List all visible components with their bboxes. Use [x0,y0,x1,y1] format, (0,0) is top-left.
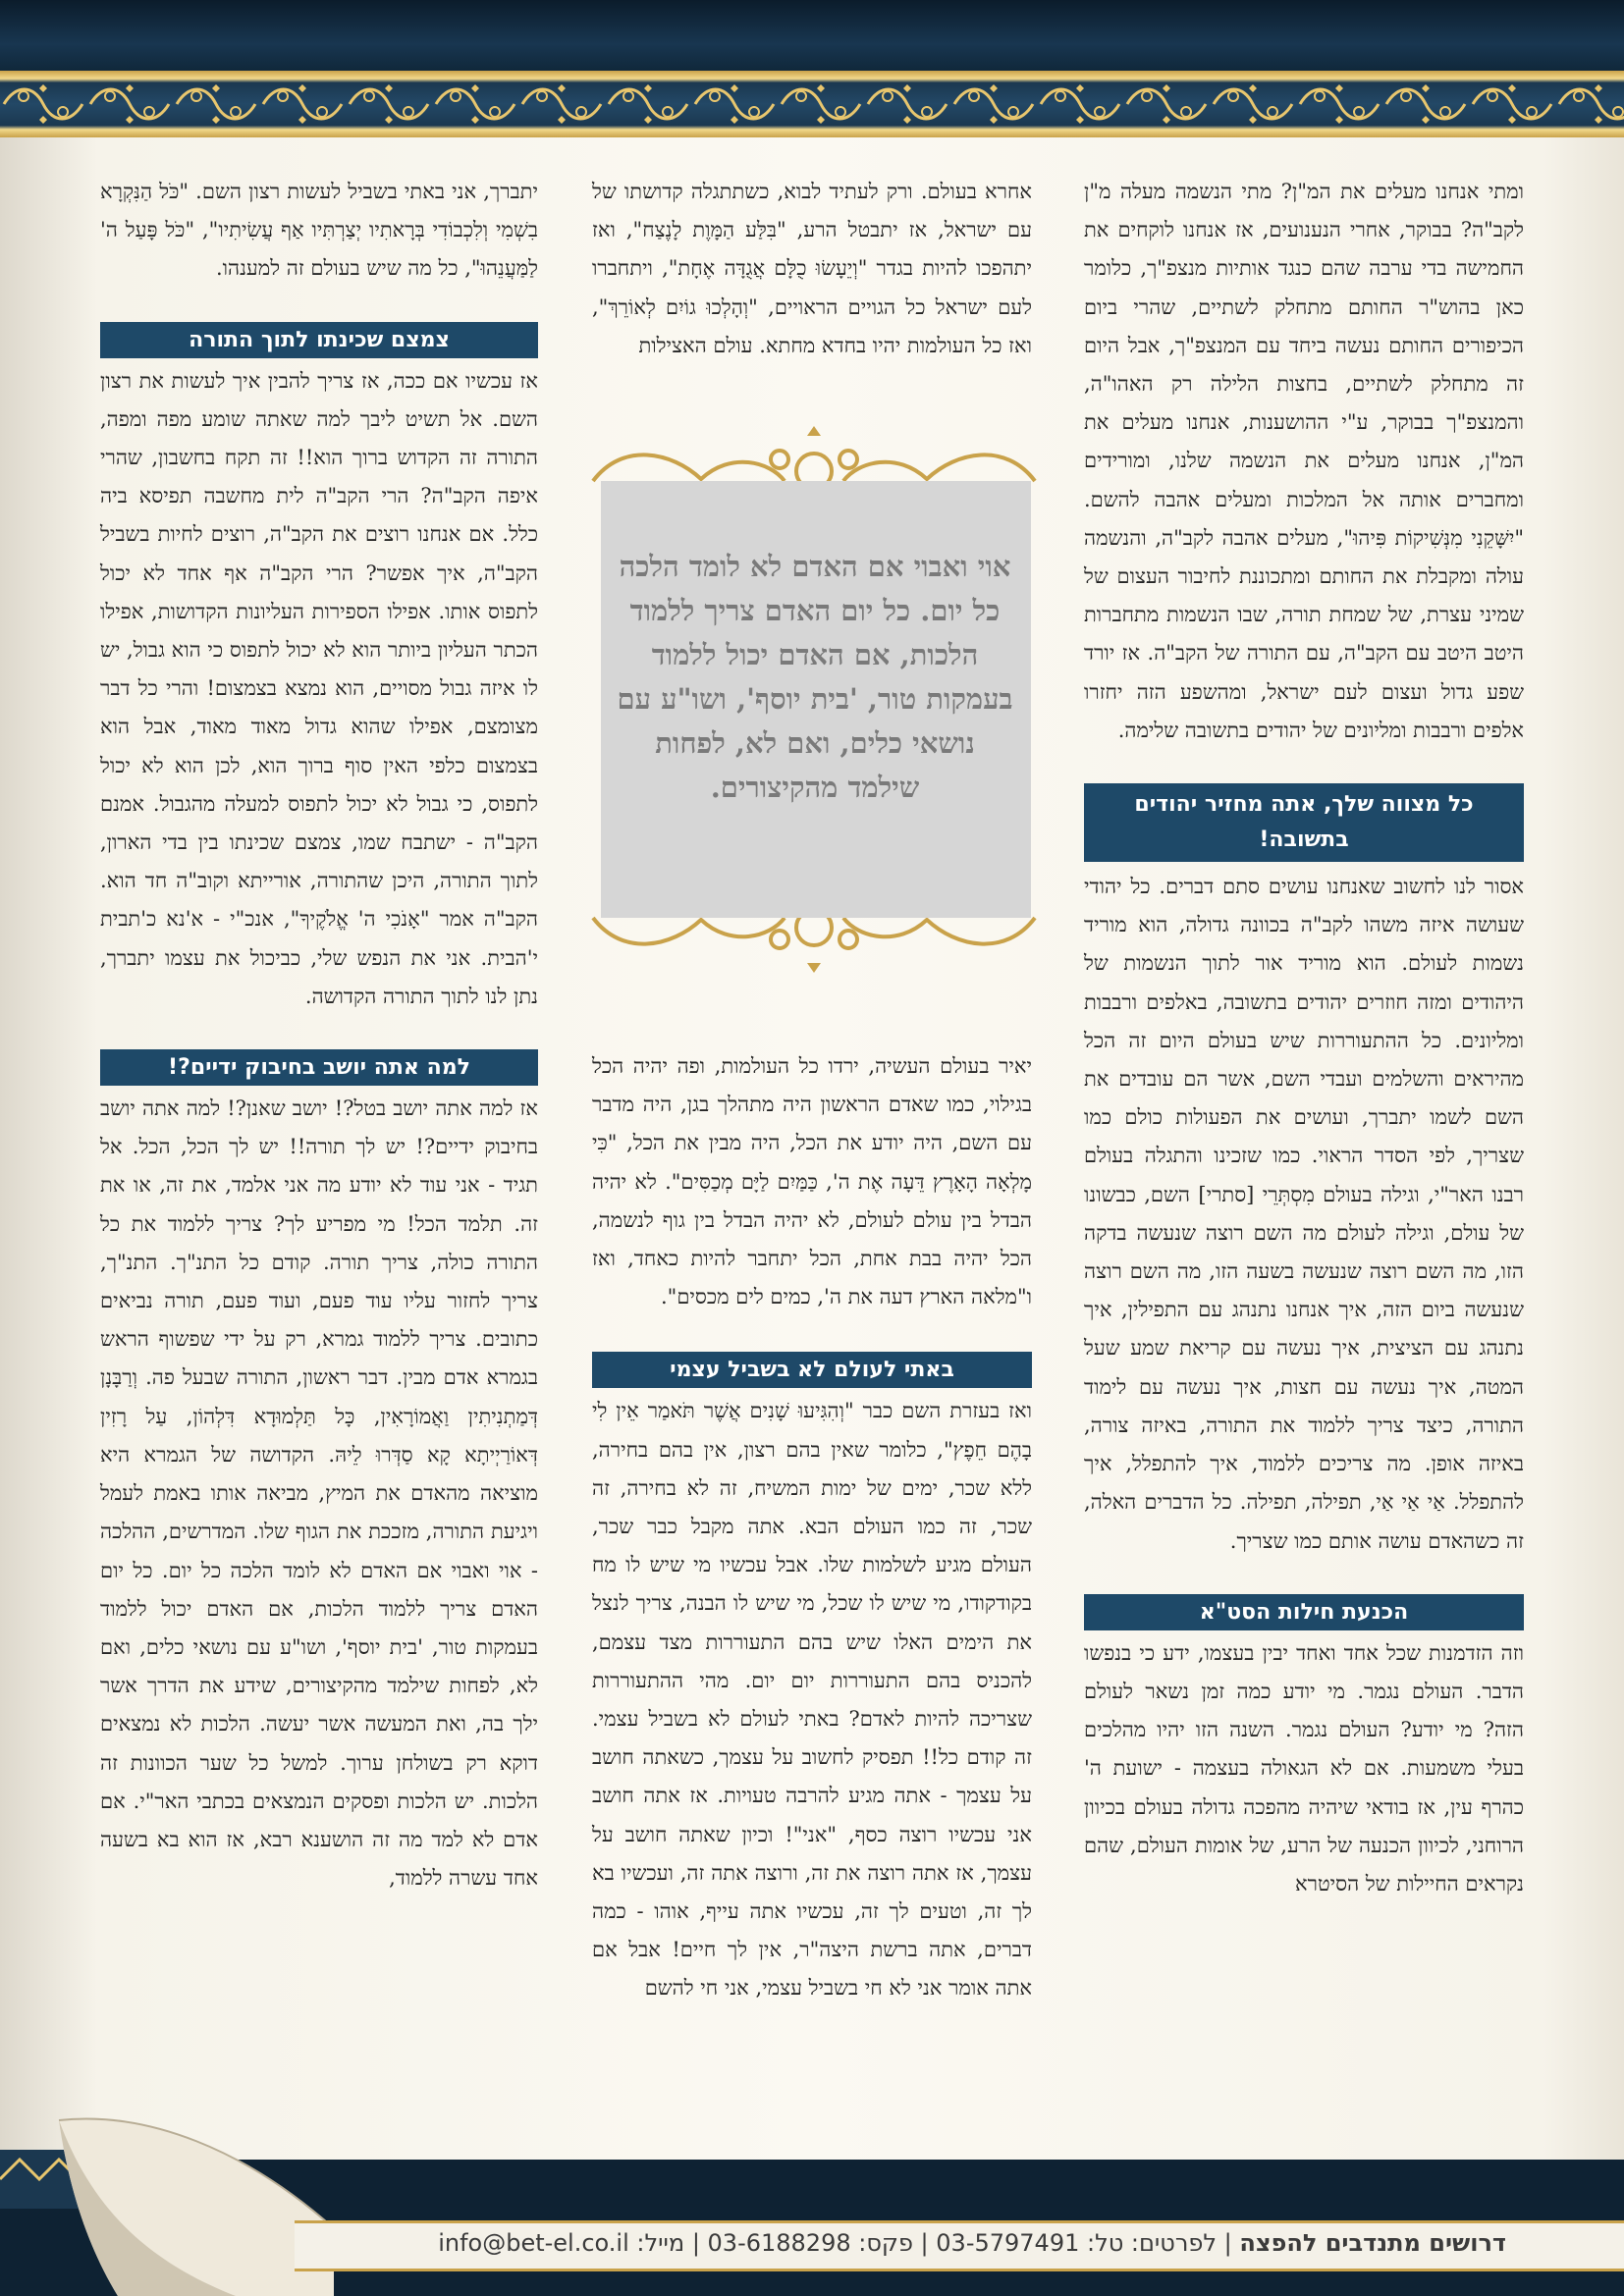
pull-quote: אוי ואבוי אם האדם לא לומד הלכה כל יום. כל יום האדם צריך ללמוד הלכות, אם האדם יכול ללמוד בעמקות טור, 'בית יוסף', ושו"ע עם נושאי כלים, ואם לא, לפחות שילמד מהקיצורים. [617,550,1013,804]
volunteers-notice: דרושים מתנדבים להפצה [1239,2229,1506,2257]
contact-details: לפרטים: טל: 03-5797491 | פקס: 03-6188298 | מייל: [636,2229,1218,2257]
right-paragraph-1: ומתי אנחנו מעלים את המ"ן? מתי הנשמה מעלה מ"ן לקב"ה? בבוקר, אחרי הנענועים, אז אנחנו לוקחים את החמישה בדי ערבה שהם כנגד אותיות מנצפ"ך, כלומר כאן בהוש"ר החותם מתחלק לשתיים, שהרי ביום הכיפורים החותם נעשה ביחד עם המנצפ"ך, אבל היום זה מתחלק לשתיים, בחצות הלילה רק האהו"ה, והמנצפ"ך בבוקר, ע"י ההושענות, אנחנו מעלים את המ"ן, אנחנו מעלים את הנשמה שלנו, ומורידים ומחברים אותה אל המלכות ומעלים אהבה להשם. "יִשָּׁקֵנִי מִנְּשִׁיקוֹת פִּיהוּ", מעלים אהבה לקב"ה, והנשמה עולה ומקבלת את החותם ומתכוננת לחיבור העצום של שמיני עצרת, של שמחת תורה, שבו הנשמות מתחברות היטב היטב עם הקב"ה, עם התורה של הקב"ה. אז יורד שפע גדול ועצום לעם ישראל, ומהשפע הזה יחזרו אלפים ורבבות ומליונים של יהודים בתשובה שלימה. [1084,180,1524,742]
section-heading-idle-hands: למה אתה יושב בחיבוק ידיים?! [100,1049,538,1086]
section-heading-not-for-myself: באתי לעולם לא בשביל עצמי [592,1352,1032,1388]
middle-column-bottom [592,1047,1032,2008]
middle-paragraph-1: אחרא בעולם. ורק לעתיד לבוא, כשתתגלה קדושתו של עם ישראל, אז יתבטל הרע, "בִּלַּע הַמָּוֶת לָנֶצַח", ואז יתהפכו להיות בגדר "וְיֵעָשׂוּ כֻלָּם אֲגֻדָּה אֶחָת", ויתחברו לעם ישראל כל הגויים הראויים, "וְהָלְכוּ גוֹיִם לְאוֹרֵךְ", ואז כל העולמות יהיו בחדא מחתא. עולם האצילות [592,180,1032,357]
middle-column-top [592,173,1032,365]
border-ornament-icon [0,80,1624,128]
left-paragraph-2: אז עכשיו אם ככה, אז צריך להבין איך לעשות את רצון השם. אל תשיט ליבך למה שאתה שומע מפה ומפה, התורה זה הקדוש ברוך הוא!! זה תקח בחשבון, שהרי איפה הקב"ה? הרי הקב"ה לית מחשבה תפיסא ביה כלל. אם אנחנו רוצים את הקב"ה, רוצים לחיות בשביל הקב"ה, איך אפשר? הרי הקב"ה אף אחד לא יכול לתפוס אותו. אפילו הספירות העליונות הקדושות, אפילו הכתר העליון ביותר הוא לא יכול לתפוס כי הוא גבול, יש לו איזה גבול מסויים, הוא נמצא בצמצום! והרי כל דבר מצומצם, אפילו שהוא גדול מאוד מאוד, אבל הוא בצמצום כלפי האין סוף ברוך הוא, לכן הוא לא יכול לתפוס, כי גבול לא יכול לתפוס למעלה מהגבול. אמנם הקב"ה - ישתבח שמו, צמצם שכינתו בין בדי הארון, לתוך התורה, היכן שהתורה, אורייתא וקוב"ה חד הוא. הקב"ה אמר "אָנֹכִי ה' אֱלֹקֶיךָ", אנכ"י - א'נא כ'תבית י'הבית. אני את הנפש שלי, כביכול את עצמו יתברך, נתן לנו לתוך התורה הקדושה. [100,368,538,1008]
right-paragraph-3: וזה הזדמנות שכל אחד ואחד יבין בעצמו, ידע כי בנפשו הדבר. העולם נגמר. מי יודע כמה זמן נשאר לעולם הזה? מי יודע? העולם נגמר. השנה הזו יהיו מהלכים בעלי משמעות. אם לא הגאולה בעצמה - ישועת ה' כהרף עין, אז בודאי שיהיה מהפכה גדולה בעולם בכיוון הרוחני, לכיוון הכנעה של הרע, של אומות העולם, שהם נקראים החיילות של הסיטרא [1084,1640,1524,1896]
left-column [100,173,538,1897]
middle-paragraph-3: ואז בעזרת השם כבר "וְהִגִּיעוּ שָׁנִים אֲשֶׁר תֹּאמַר אֵין לִי בָהֶם חֵפֶץ", כלומר שאין בהם רצון, אין בהם בחירה, ללא שכר, ימים של ימות המשיח, זה לא בחירה, זה שכר, זה כמו העולם הבא. אתה מקבל כבר שכר, העולם מגיע לשלמות שלו. אבל עכשיו מי שיש לו מח בקודקודו, מי שיש לו שכל, מי שיש לו הבנה, צריך לנצל את הימים האלו שיש בהם התעוררות מצד עצמם, להכניס בהם התעוררות יום יום. מהי ההתעוררות שצריכה להיות לאדם? באתי לעולם לא בשביל עצמי. זה קודם כל!! תפסיק לחשוב על עצמך, כשאתה חושב על עצמך - אתה מגיע להרבה טעויות. אז אתה חושב אני עכשיו רוצה כסף, "אני"! וכיון שאתה חושב על עצמך, אז אתה רוצה את זה, ורוצה אתה זה, ועכשיו בא לך זה, וטעים לך זה, עכשיו אתה עייף, אוהו - כמה דברים, אתה ברשת היצה"ר, אין לך חיים! אבל אם אתה אומר אני לא חי בשביל עצמי, אני חי להשם [592,1399,1032,2001]
right-column [1084,173,1524,1903]
footer-contact-text [438,2229,1506,2257]
footer-contact-bar [295,2220,1624,2271]
section-heading-mitzvah: כל מצווה שלך, אתה מחזיר יהודים בתשובה! [1084,783,1524,862]
left-paragraph-3: אז למה אתה יושב בטל?! יושב שאנן?! למה אתה יושב בחיבוק ידיים?! יש לך תורה!! יש לך הכל, הכל. אל תגיד - אני עוד לא יודע מה אני אלמד, את זה, או את זה. תלמד הכל! מי מפריע לך? צריך ללמוד את כל התורה כולה, צריך תורה. קודם כל התנ"ך. התנ"ך, צריך לחזור עליו עוד פעם, ועוד פעם, תורה נביאים כתובים. צריך ללמוד גמרא, רק על ידי שפשוף הראש בגמרא אדם מבין. דבר ראשון, התורה שבעל פה. וְרַבָּנָן דְּמַתְנִיתִין וַאֲמוֹרָאִין, כָּל תַּלְמוּדָא דִּלְהוֹן, עַל רָזִין דְּאוֹרַיְיתָא קָא סַדְּרוּ לֵיהּ. הקדושה של הגמרא היא מוציאה מהאדם את המיץ, מביאה אותו באמת לעמל ויגיעת התורה, מזככת את הגוף שלו. המדרשים, ההלכה - אוי ואבוי אם האדם לא לומד הלכה כל יום. כל יום האדם צריך ללמוד הלכות, אם האדם יכול ללמוד בעמקות טור, 'בית יוסף', ושו"ע עם נושאי כלים, ואם לא, לפחות שילמד מהקיצורים, שידע את הדרך אשר ילך בה, ואת המעשה אשר יעשה. הלכות לא נמצאים דוקא רק בשולחן ערוך. למשל כל שער הכוונות זה הלכות. יש הלכות ופסקים הנמצאים בכתבי האר"י. אם אדם לא למד מה זה הושענא רבא, אז הוא בא בשעה אחד עשרה ללמוד, [100,1096,539,1891]
left-paragraph-1: יתברך, אני באתי בשביל לעשות רצון השם. "כֹּל הַנִּקְרָא בִשְׁמִי וְלִכְבוֹדִי בְּרָאתִיו יְצַרְתִּיו אַף עֲשִׂיתִיו", "כֹּל פָּעַל ה' לַמַּעֲנֵהוּ", כל מה שיש בעולם זה למענהו. [100,180,538,281]
right-paragraph-2: אסור לנו לחשוב שאנחנו עושים סתם דברים. כל יהודי שעושה איזה משהו לקב"ה בכוונה גדולה, הוא מוריד נשמות לעולם. הוא מוריד אור לתוך הנשמות של היהודים ומזה חוזרים יהודים בתשובה, באלפים ורבבות ומליונים. כל ההתעוררות שיש בעולם היום זה הכל מהיראים והשלמים ועבדי השם, אשר הם עובדים את השם לשמו יתברך, ועושים את הפעולות כולם כמו שצריך, לפי הסדר הראוי. כמו שזכינו והתגלה בעולם רבנו האר"י, וגילה בעולם מִסְתְּרֵי [סתרי] השם, כבשונו של עולם, וגילה לעולם מה השם רוצה שנעשה בדקה הזו, מה השם רוצה שנעשה בשעה הזו, מה השם רוצה שנעשה ביום הזה, איך אנחנו נתנהג עם התפילין, איך נתנהג עם הציצית, איך נעשה עם קריאת שמע שעל המטה, איך נעשה עם חצות, איך נעשה עם לימוד התורה, כיצד צריך ללמוד את התורה, באיזה צורה, באיזה אופן. מה צריכים ללמוד, איך להתפלל, איך להתפלל. אַי אַי אַי, תפילה, תפילה. כל הדברים האלה, זה כשהאדם עושה אותם כמו שצריך. [1084,875,1524,1553]
middle-paragraph-2: יאיר בעולם העשיה, ירדו כל העולמות, ופה יהיה הכל בגילוי, כמו שאדם הראשון היה מתהלך בגן, היה מדבר עם השם, היה יודע את הכל, היה מבין את הכל, "כִּי מָלְאָה הָאָרֶץ דֵּעָה אֶת ה', כַּמַּיִם לַיָּם מְכַסִּים". לא יהיה הבדל בין עולם לעולם, לא יהיה הבדל בין גוף לנשמה, הכל יהיה בבת אחת, הכל יתחבר להיות כאחד, ואז ו"מלאה הארץ דעה את ה', כמים לים מכסים". [592,1054,1032,1309]
section-heading-sitra-achra: הכנעת חילות הסט"א [1084,1594,1524,1630]
section-heading-torah: צמצם שכינתו לתוך התורה [100,322,538,358]
top-background [0,0,1624,74]
email-link[interactable]: info@bet-el.co.il [438,2229,629,2257]
footer-divider: | [1217,2229,1232,2257]
